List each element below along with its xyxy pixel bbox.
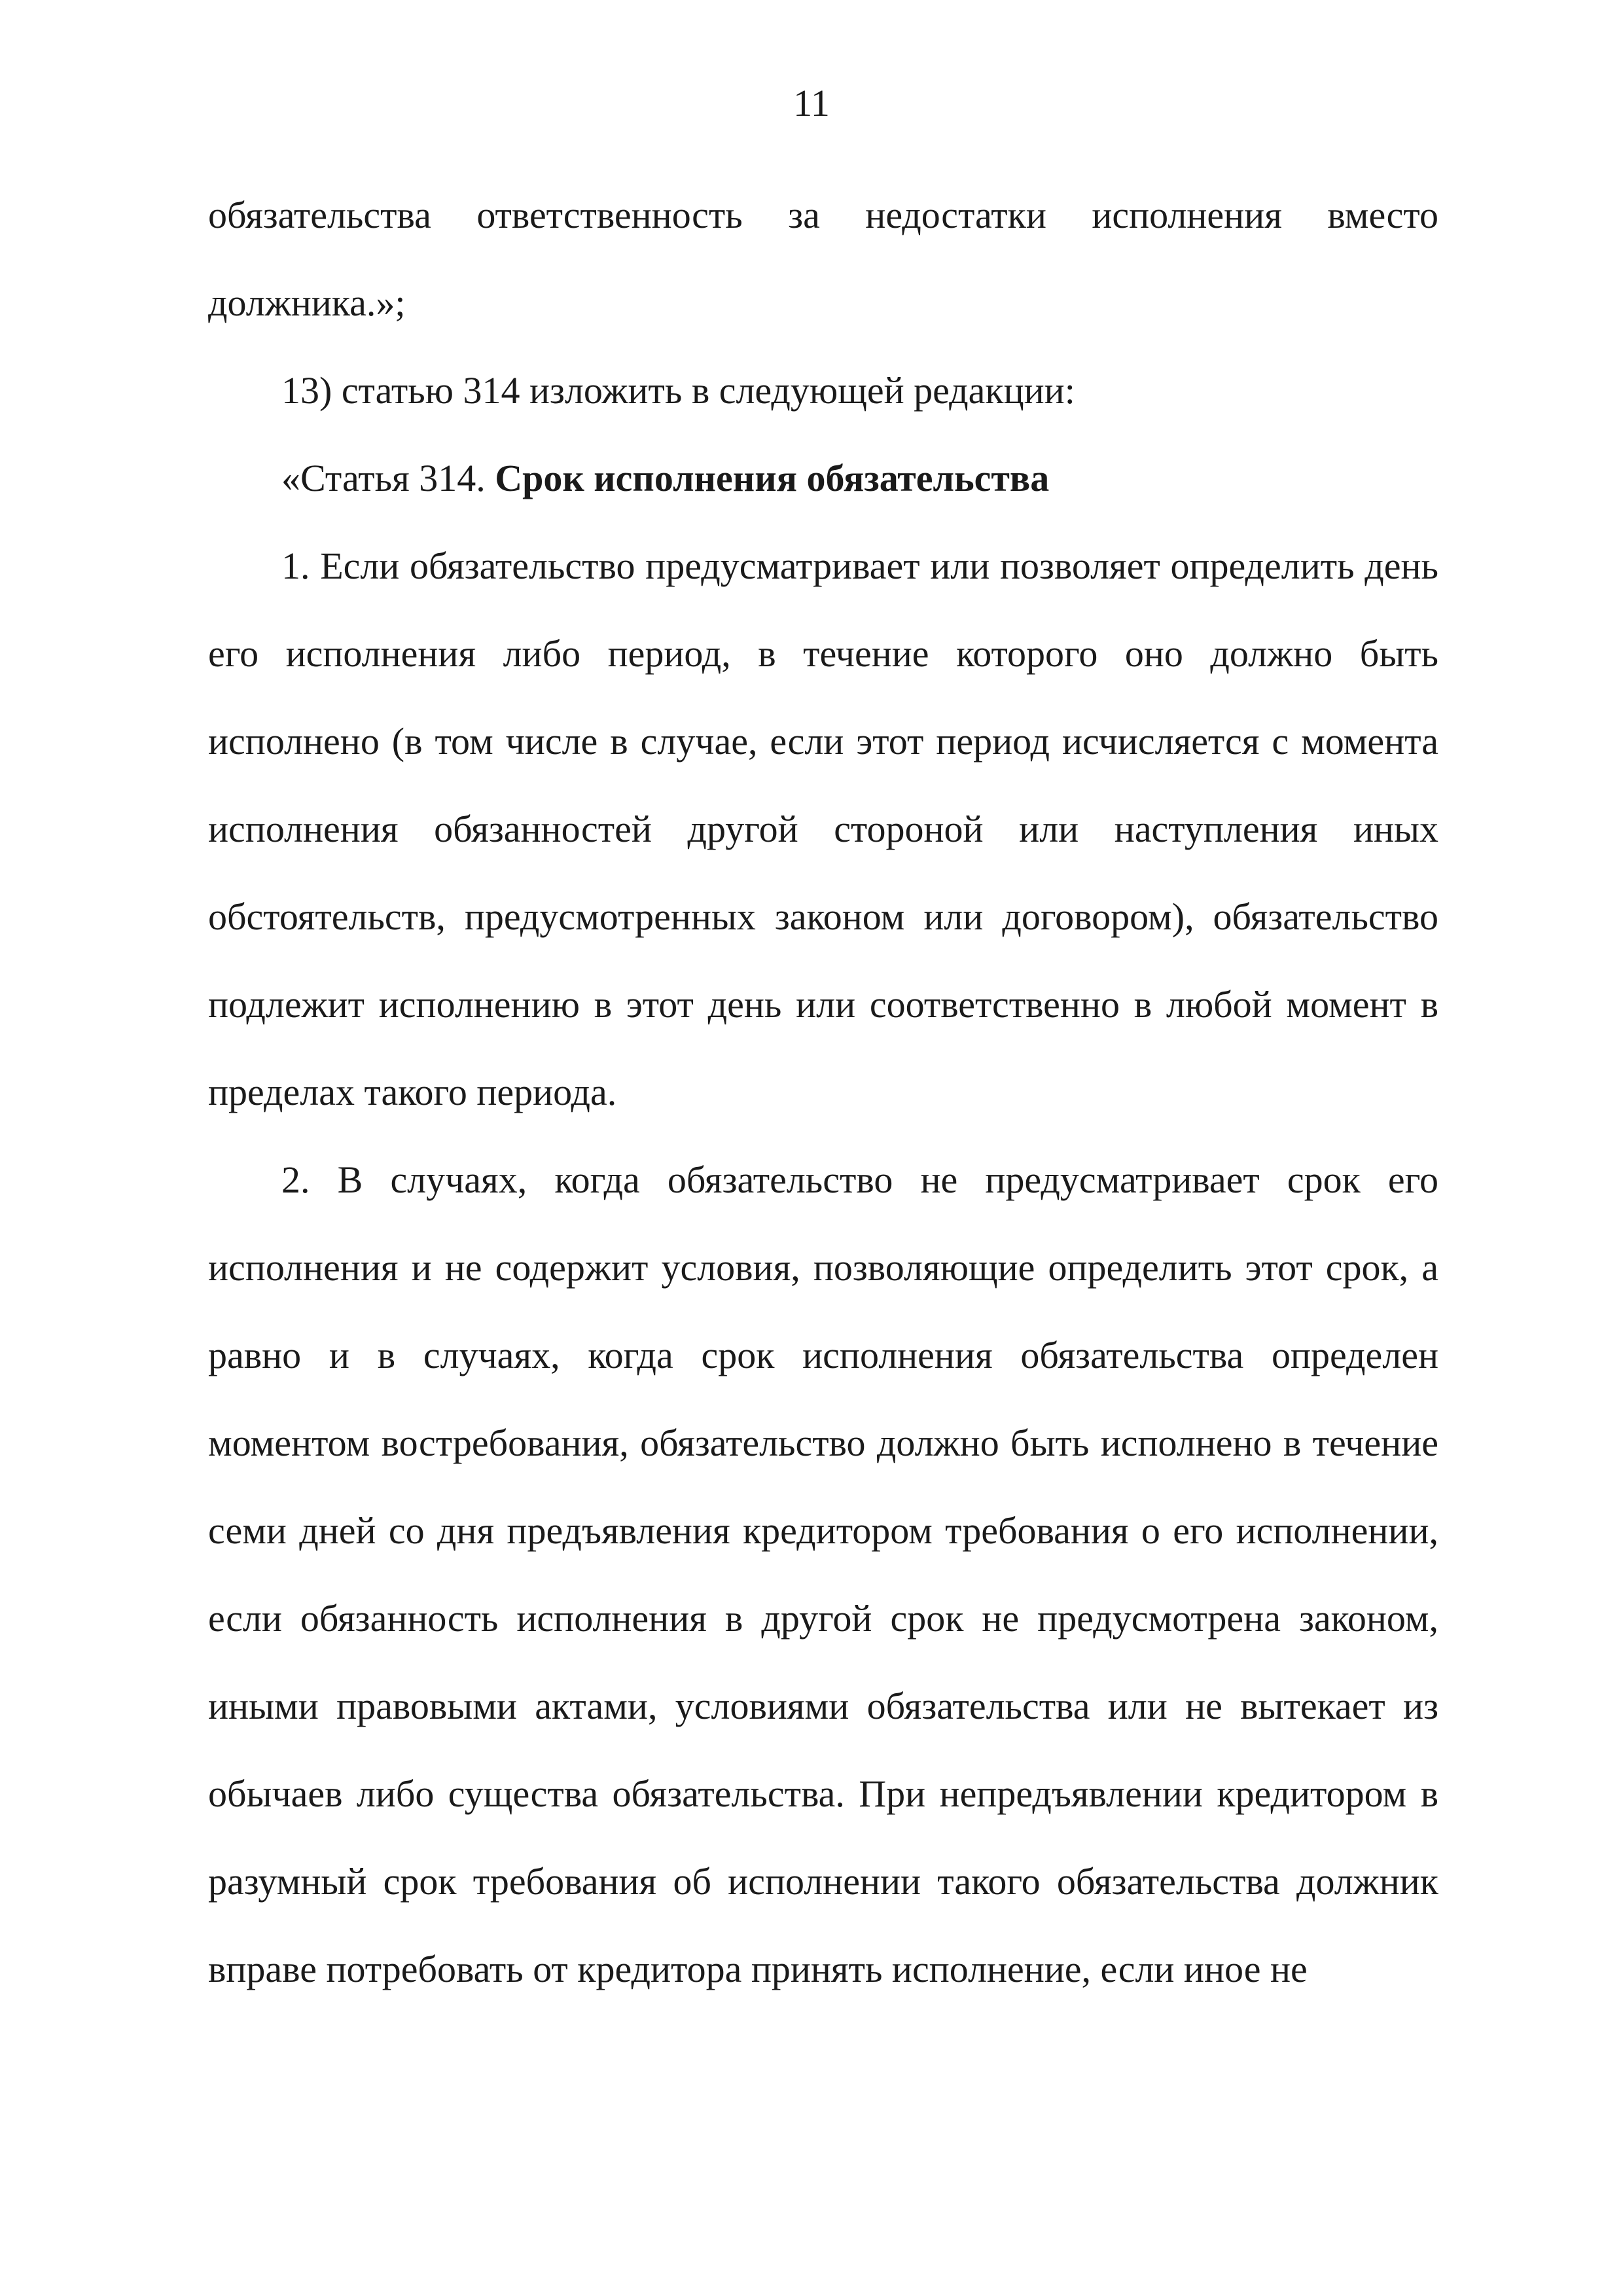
word: исполнения (1092, 194, 1282, 236)
word: ответственность (476, 194, 743, 236)
continuation-line-1 (208, 171, 1438, 259)
continuation-line-2: должника.»; (208, 281, 406, 324)
word: вместо (1327, 194, 1438, 236)
word: обязательства (208, 194, 431, 236)
page-number: 11 (793, 82, 830, 124)
article-heading (208, 435, 1438, 522)
article-number: «Статья 314. (281, 457, 486, 499)
word: недостатки (865, 194, 1046, 236)
item-13-paragraph: 13) статью 314 изложить в следующей редакции: (281, 369, 1075, 412)
document-body (208, 171, 1438, 2013)
point-1-paragraph: 1. Если обязательство предусматривает или позволяет определить день его исполнения либо период, в течение которого оно должно быть исполнено (в том числе в случае, если этот период исчисляется с момента исполнения обязанностей другой стороной или наступления иных обстоятельств, предусмотренных законом или договором), обязательство подлежит исполнению в этот день или соответственно в любой момент в пределах такого периода. (208, 545, 1438, 1113)
article-title: Срок исполнения обязательства (495, 457, 1050, 499)
word: за (788, 194, 820, 236)
point-2-paragraph: 2. В случаях, когда обязательство не предусматривает срок его исполнения и не содержит условия, позволяющие определить этот срок, а равно и в случаях, когда срок исполнения обязательства определен моментом востребования, обязательство должно быть исполнено в течение семи дней со дня предъявления кредитором требования о его исполнении, если обязанность исполнения в другой срок не предусмотрена законом, иными правовыми актами, условиями обязательства или не вытекает из обычаев либо существа обязательства. При непредъявлении кредитором в разумный срок требования об исполнении такого обязательства должник вправе потребовать от кредитора принять исполнение, если иное не (208, 1158, 1438, 1990)
